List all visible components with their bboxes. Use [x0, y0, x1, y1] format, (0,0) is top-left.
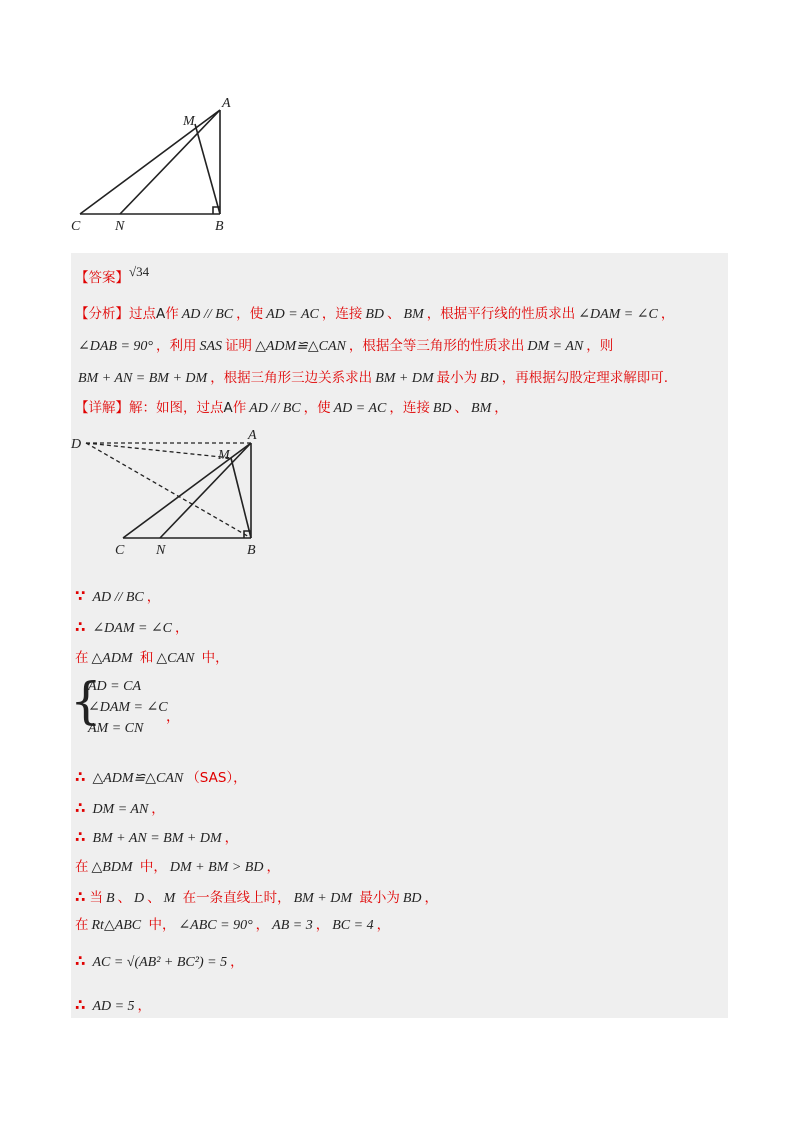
- analysis-line-3: [75, 368, 668, 389]
- math-expression: BM + DM: [375, 371, 434, 386]
- step-1: [75, 586, 160, 608]
- text-run: ，: [494, 400, 508, 416]
- math-expression: △CAN: [156, 651, 195, 666]
- math-expression: AD // BC: [181, 307, 234, 322]
- text-run: （SAS），: [186, 770, 247, 786]
- math-expression: BD: [432, 401, 452, 416]
- figure-1: [68, 92, 238, 237]
- answer-line: [75, 262, 149, 288]
- label-M: M: [183, 114, 195, 129]
- text-run: 在: [75, 859, 89, 875]
- math-expression: BD: [480, 371, 499, 386]
- label-N: N: [115, 219, 125, 234]
- text-run: ，: [424, 890, 438, 906]
- math-expression: DM = AN: [527, 339, 584, 354]
- math-expression: ∠DAM = ∠C: [92, 621, 173, 636]
- text-run: ，根据平行线的性质求出: [426, 306, 576, 322]
- text-run: 在: [75, 650, 89, 666]
- left-brace: {: [70, 672, 102, 730]
- math-expression: AD // BC: [92, 590, 144, 605]
- label-B2: B: [247, 543, 256, 558]
- text-run: ，: [151, 801, 165, 817]
- therefore-symbol: ∴: [75, 996, 86, 1014]
- analysis-line-1-content: [129, 306, 674, 322]
- text-run: 证明: [225, 338, 253, 354]
- math-expression: SAS: [199, 339, 223, 354]
- math-expression: DM + BM > BD: [169, 860, 264, 875]
- detail-line-1: [75, 398, 508, 419]
- therefore-symbol: ∴: [75, 828, 86, 846]
- math-expression: DM = AN: [92, 802, 149, 817]
- text-run: ，连接: [321, 306, 363, 322]
- math-expression: BM: [403, 307, 424, 322]
- text-run: ，使: [303, 400, 331, 416]
- math-expression: Rt△ABC: [91, 918, 142, 933]
- text-run: ，: [146, 589, 161, 605]
- text-run: 过点: [129, 306, 156, 322]
- text-run: ，则: [586, 338, 614, 354]
- math-expression: AD // BC: [249, 401, 301, 416]
- math-expression: BM + AN = BM + DM: [78, 371, 208, 386]
- text-run: 最小为: [436, 370, 478, 386]
- math-expression: BM + DM: [293, 891, 353, 906]
- analysis-line-2: [75, 336, 613, 357]
- text-run: ，: [376, 917, 391, 933]
- text-run: 作: [232, 400, 247, 416]
- therefore-symbol: ∴: [75, 618, 86, 636]
- answer-value: √34: [129, 264, 150, 279]
- math-expression: △ADM≌△CAN: [92, 771, 184, 786]
- text-run: ，根据全等三角形的性质求出: [348, 338, 525, 354]
- text-run: 在: [75, 917, 89, 933]
- text-run: 、: [454, 400, 469, 416]
- step-4: [75, 767, 247, 789]
- system-eq-3: AM = CN: [88, 721, 144, 736]
- step-3: [75, 648, 229, 669]
- text-run: ，: [175, 620, 189, 636]
- math-expression: △ADM≌△CAN: [255, 339, 346, 354]
- text-run: ，使: [236, 306, 264, 322]
- therefore-symbol: ∴: [75, 799, 86, 817]
- math-expression: AD = AC: [333, 401, 387, 416]
- step-6: [75, 827, 238, 849]
- text-run: 最小为: [355, 890, 400, 906]
- math-expression: AB = 3: [272, 918, 313, 933]
- text-run: 、: [117, 890, 131, 906]
- text-run: ，: [315, 917, 330, 933]
- label-A: A: [222, 96, 231, 111]
- text-run: 中，: [135, 859, 167, 875]
- figure-2: [68, 425, 268, 560]
- math-expression: AC = √(AB² + BC²) = 5: [92, 955, 228, 970]
- math-expression: BD: [365, 307, 385, 322]
- math-expression: ∠ABC = 90°: [178, 918, 253, 933]
- math-expression: △BDM: [91, 860, 133, 875]
- therefore-symbol: ∴: [75, 888, 86, 906]
- label-C: C: [71, 219, 81, 234]
- system-eq-1: AD = CA: [88, 679, 141, 694]
- therefore-symbol: ∴: [75, 952, 86, 970]
- text-run: 作: [165, 306, 179, 322]
- math-expression: M: [163, 891, 176, 906]
- system-tail: ，: [166, 709, 180, 725]
- math-expression: BM + AN = BM + DM: [92, 831, 222, 846]
- step-10: [75, 951, 244, 973]
- label-M2: M: [218, 448, 230, 463]
- analysis-line-1: [75, 304, 674, 325]
- text-run: A: [223, 400, 233, 416]
- text-run: ，: [137, 998, 152, 1014]
- system-eq-2: ∠DAM = ∠C: [88, 700, 168, 715]
- text-run: ，: [266, 859, 280, 875]
- math-expression: △ADM: [91, 651, 133, 666]
- text-run: ，: [224, 830, 239, 846]
- text-run: 解：如图，过点: [129, 400, 224, 416]
- text-run: ，连接: [389, 400, 430, 416]
- detail-tag: 【详解】: [75, 400, 129, 416]
- step-7: [75, 857, 280, 878]
- answer-tag: 【答案】: [75, 270, 129, 286]
- text-run: 、: [147, 890, 161, 906]
- label-B: B: [215, 219, 224, 234]
- label-C2: C: [115, 543, 125, 558]
- label-A2: A: [248, 428, 257, 443]
- detail-intro: [129, 400, 508, 416]
- step-2: [75, 617, 189, 639]
- text-run: ，: [255, 917, 270, 933]
- label-N2: N: [156, 543, 166, 558]
- step-8: [75, 887, 438, 909]
- math-expression: B: [105, 891, 115, 906]
- text-run: 中，: [144, 917, 176, 933]
- math-expression: AD = 5: [92, 999, 135, 1014]
- step-5: [75, 798, 165, 820]
- math-expression: BD: [402, 891, 422, 906]
- math-expression: D: [134, 891, 145, 906]
- step-9: [75, 915, 390, 936]
- step-11: [75, 995, 151, 1017]
- therefore-symbol: ∴: [75, 768, 86, 786]
- text-run: 和: [135, 650, 154, 666]
- equation-system: [70, 672, 190, 738]
- text-run: 、: [387, 306, 401, 322]
- system-lines: [88, 676, 168, 739]
- analysis-tag: 【分析】: [75, 306, 129, 322]
- text-run: 在一条直线上时，: [178, 890, 291, 906]
- label-D: D: [71, 437, 82, 452]
- text-run: A: [156, 306, 166, 322]
- math-expression: AD = AC: [266, 307, 319, 322]
- because-symbol: ∵: [75, 587, 86, 605]
- text-run: ，利用: [156, 338, 197, 354]
- text-run: ，根据三角形三边关系求出: [210, 370, 373, 386]
- math-expression: BM: [471, 401, 492, 416]
- text-run: ，: [230, 954, 244, 970]
- text-run: 当: [89, 890, 103, 906]
- text-run: 中，: [197, 650, 229, 666]
- math-expression: BC = 4: [332, 918, 374, 933]
- math-expression: ∠DAB = 90°: [78, 339, 153, 354]
- text-run: ，: [660, 306, 675, 322]
- math-expression: ∠DAM = ∠C: [578, 307, 658, 322]
- text-run: ，再根据勾股定理求解即可.: [501, 370, 669, 386]
